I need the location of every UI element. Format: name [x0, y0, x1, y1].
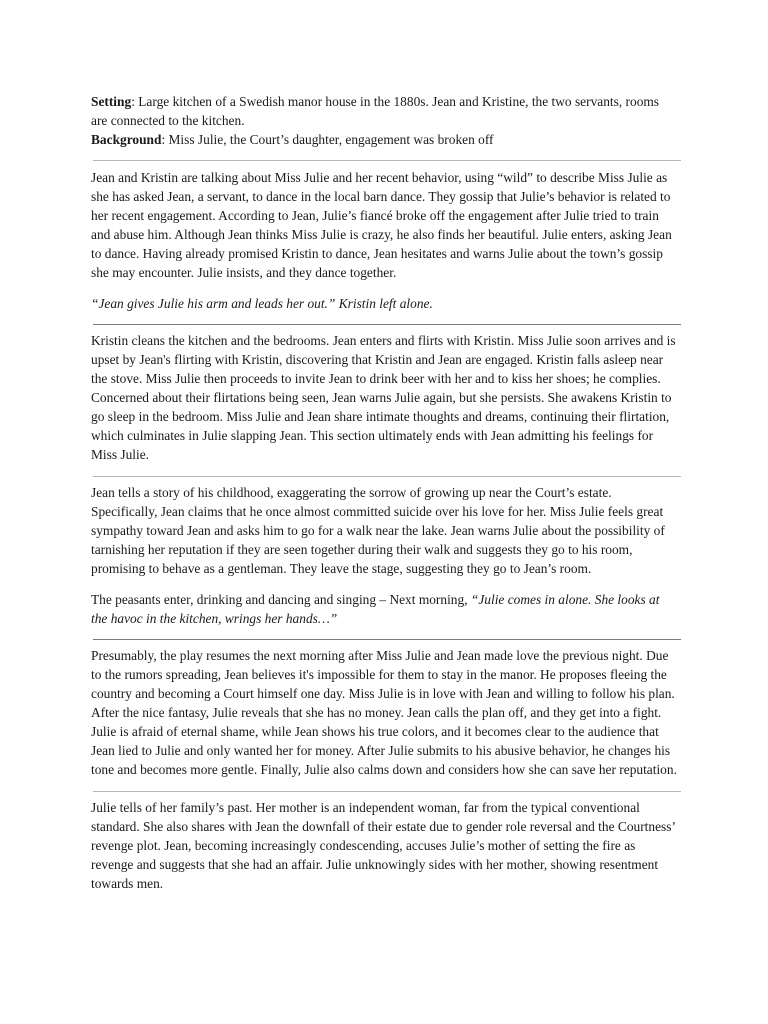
background-text: : Miss Julie, the Court’s daughter, engagement was broken off — [161, 132, 494, 147]
stage-direction-2-plain: The peasants enter, drinking and dancing and singing – Next morning, — [91, 592, 471, 607]
setting-label: Setting — [91, 94, 132, 109]
stage-direction-2 — [91, 590, 677, 628]
section-divider — [93, 476, 681, 477]
section-paragraph-3: Jean tells a story of his childhood, exaggerating the sorrow of growing up near the Court’s estate. Specifically, Jean claims that he once almost committed suicide over his love for her. Miss Julie feels great sympathy toward Jean and asks him to go for a walk near the lake. Jean warns Julie about the possibility of tarnishing her reputation if they are seen together during their walk and suggests they go to his room, promising to behave as a gentleman. They leave the stage, suggesting they go to Jean’s room. — [91, 485, 665, 576]
stage-direction-2-italic: “Julie comes in alone. She looks at the havoc in the kitchen, wrings her hands…” — [91, 592, 660, 626]
section-paragraph-1: Jean and Kristin are talking about Miss Julie and her recent behavior, using “wild” to describe Miss Julie as she has asked Jean, a servant, to dance in the local barn dance. They gossip that Julie’s behavior is related to her recent engagement. According to Jean, Julie’s fiancé broke off the engagement after Julie tried to train and abuse him. Although Jean thinks Miss Julie is crazy, he also finds her beautiful. Julie enters, asking Jean to dance. Having already promised Kristin to dance, Jean hesitates and warns Julie about the town’s gossip she may encounter. Julie insists, and they dance together. — [91, 170, 672, 280]
section-divider — [93, 324, 681, 325]
setting-paragraph — [91, 92, 677, 130]
section-paragraph-2: Kristin cleans the kitchen and the bedrooms. Jean enters and flirts with Kristin. Miss Julie soon arrives and is upset by Jean's flirting with Kristin, discovering that Kristin and Jean are engaged. Kristin falls asleep near the stove. Miss Julie then proceeds to invite Jean to drink beer with her and to kiss her shoes; he complies. Concerned about their flirtations being seen, Jean warns Julie again, but she persists. She awakens Kristin to go sleep in the bedroom. Miss Julie and Jean share intimate thoughts and dreams, continuing their flirtation, which culminates in Julie slapping Jean. This section ultimately ends with Jean admitting his feelings for Miss Julie. — [91, 333, 676, 462]
section-divider — [93, 160, 681, 161]
setting-text: : Large kitchen of a Swedish manor house in the 1880s. Jean and Kristine, the two servants, rooms are connected to the kitchen. — [91, 94, 660, 128]
section-divider — [93, 791, 681, 792]
section-divider — [93, 639, 681, 640]
background-paragraph — [91, 130, 677, 149]
section-paragraph-5: Julie tells of her family’s past. Her mother is an independent woman, far from the typical conventional standard. She also shares with Jean the downfall of their estate due to gender role reversal and the Courtness’ revenge plot. Jean, becoming increasingly condescending, accuses Julie’s mother of setting the fire as revenge and suggests that she had an affair. Julie unknowingly sides with her mother, showing resentment towards men. — [91, 800, 675, 891]
document-page — [91, 92, 677, 893]
background-label: Background — [91, 132, 162, 147]
stage-direction-1: “Jean gives Julie his arm and leads her out.” Kristin left alone. — [91, 296, 433, 311]
section-paragraph-4: Presumably, the play resumes the next morning after Miss Julie and Jean made love the previous night. Due to the rumors spreading, Jean believes it's impossible for them to stay in the manor. He proposes fleeing the country and becoming a Court himself one day. Miss Julie is in love with Jean and willing to follow his plan. After the nice fantasy, Julie reveals that she has no money. Jean calls the plan off, and they get into a fight. Julie is afraid of eternal shame, while Jean shows his true colors, and it becomes clear to the audience that Jean lied to Julie and only wanted her for money. After Julie submits to his abusive behavior, he changes his tone and becomes more gentle. Finally, Julie also calms down and considers how she can save her reputation. — [91, 648, 677, 777]
